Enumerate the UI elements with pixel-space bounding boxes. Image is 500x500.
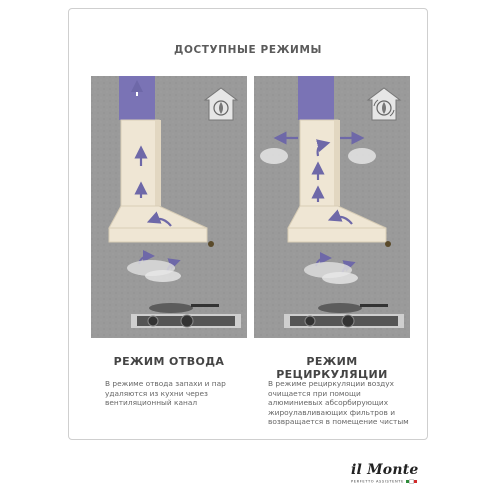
exhaust-mode-description: В режиме отвода запахи и пар удаляются из кухни через вентиляционный канал bbox=[105, 379, 226, 407]
brand-tagline bbox=[351, 479, 431, 484]
modes-card bbox=[68, 8, 428, 440]
duct bbox=[298, 76, 334, 120]
recirculation-mode-description: В режиме рециркуляции воздух очищается при помощи алюминиевых абсорбирующих жироулавливающих фильтров и возвращается в помещение чистым bbox=[268, 379, 409, 426]
brand-logo bbox=[351, 462, 431, 484]
page-title: ДОСТУПНЫЕ РЕЖИМЫ bbox=[174, 44, 322, 56]
flag-red-stripe bbox=[414, 480, 417, 483]
exhaust-mode-heading: РЕЖИМ ОТВОДА bbox=[113, 355, 225, 368]
exhaust-mode-illustration bbox=[91, 76, 247, 338]
duct bbox=[119, 76, 155, 120]
brand-name: il Monte bbox=[351, 462, 419, 478]
recirculation-mode-heading: РЕЖИМ РЕЦИРКУЛЯЦИИ bbox=[276, 355, 388, 381]
brand-tagline-text: PERFETTO ASSISTENTE bbox=[351, 479, 404, 484]
recirculation-mode-illustration bbox=[254, 76, 410, 338]
